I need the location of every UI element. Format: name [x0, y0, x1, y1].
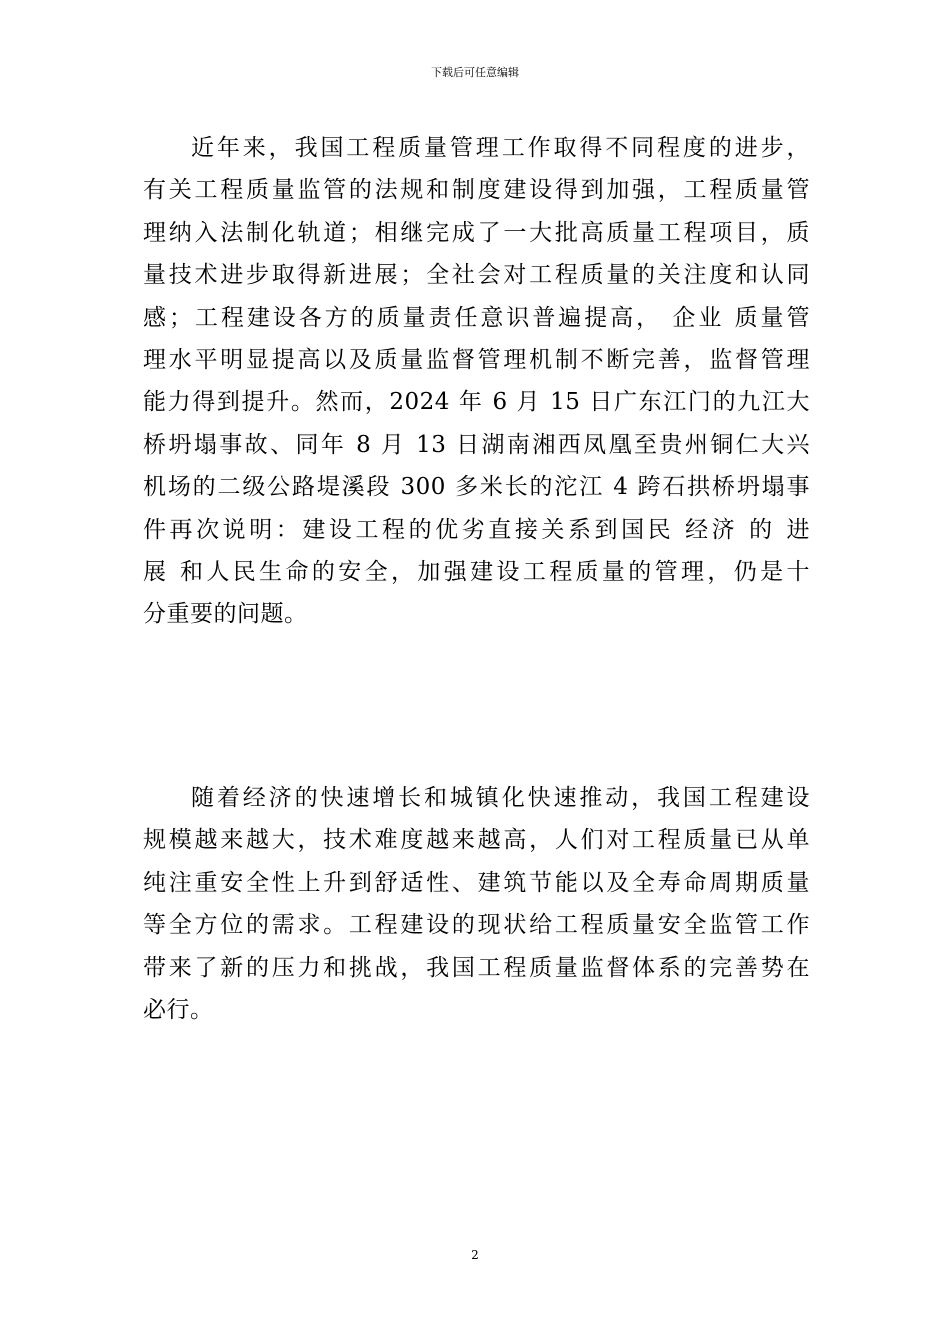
paragraph-line: 量技术进步取得新进展；全社会对工程质量的关注度和认同 — [143, 262, 810, 289]
paragraph-1 — [143, 127, 810, 636]
paragraph-line: 分重要的问题。 — [143, 601, 308, 628]
paragraph-line: 带来了新的压力和挑战，我国工程质量监督体系的完善势在 — [143, 954, 810, 981]
paragraph-line: 规模越来越大，技术难度越来越高，人们对工程质量已从单 — [143, 827, 810, 854]
paragraph-2 — [143, 777, 810, 1031]
paragraph-line: 理纳入法制化轨道；相继完成了一大批高质量工程项目，质 — [143, 219, 810, 246]
paragraph-line: 展 和人民生命的安全，加强建设工程质量的管理，仍是十 — [143, 558, 810, 585]
paragraph-line: 近年来，我国工程质量管理工作取得不同程度的进步， — [191, 135, 810, 161]
paragraph-line: 有关工程质量监管的法规和制度建设得到加强，工程质量管 — [143, 177, 810, 204]
paragraph-line: 件再次说明：建设工程的优劣直接关系到国民 经济 的 进 — [143, 516, 810, 543]
paragraph-line: 能力得到提升。然而，2024 年 6 月 15 日广东江门的九江大 — [143, 389, 810, 416]
paragraph-line: 等全方位的需求。工程建设的现状给工程质量安全监管工作 — [143, 912, 810, 939]
paragraph-line: 纯注重安全性上升到舒适性、建筑节能以及全寿命周期质量 — [143, 869, 810, 896]
page-number: 2 — [471, 1248, 479, 1262]
paragraph-line: 机场的二级公路堤溪段 300 多米长的沱江 4 跨石拱桥坍塌事 — [143, 474, 810, 501]
paragraph-line: 随着经济的快速增长和城镇化快速推动，我国工程建设 — [191, 785, 810, 811]
paragraph-line: 感；工程建设各方的质量责任意识普遍提高， 企业 质量管 — [143, 304, 810, 331]
paragraph-line: 理水平明显提高以及质量监督管理机制不断完善，监督管理 — [143, 346, 810, 373]
paragraph-line: 桥坍塌事故、同年 8 月 13 日湖南湘西凤凰至贵州铜仁大兴 — [143, 431, 810, 458]
paragraph-line: 必行。 — [143, 996, 214, 1023]
page-header-note: 下载后可任意编辑 — [431, 66, 519, 79]
